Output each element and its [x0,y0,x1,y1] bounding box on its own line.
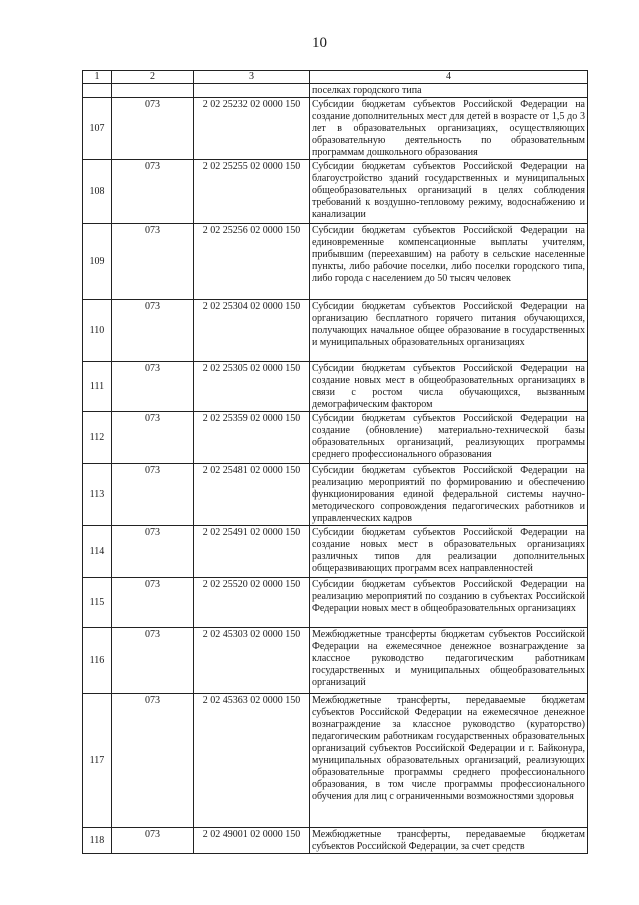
row-description: Субсидии бюджетам субъектов Российской Федерации на создание дополнительных мест для детей в возрасте от 1,5 до 3 лет в образовательных организациях, осуществляющих образовательную деятельность по образовательным программам дошкольного образования [310,98,588,160]
table-row [83,694,588,828]
row-description: Межбюджетные трансферты бюджетам субъектов Российской Федерации на ежемесячное денежное вознаграждение за классное руководство педагогическим работникам государственных и муниципальных общеобразовательных организаций [310,628,588,694]
row-number: 114 [83,526,112,578]
admin-code: 073 [112,628,194,694]
table-row [83,160,588,224]
budget-code: 2 02 25256 02 0000 150 [194,224,310,300]
row-description: Субсидии бюджетам субъектов Российской Федерации на создание (обновление) материально-технической базы образовательных организаций, реализующих программы среднего профессионального образования [310,412,588,464]
row-number: 108 [83,160,112,224]
admin-code: 073 [112,300,194,362]
table-row [83,828,588,854]
table-header-row [83,71,588,84]
admin-code: 073 [112,578,194,628]
budget-code: 2 02 25491 02 0000 150 [194,526,310,578]
budget-code [194,84,310,98]
budget-code: 2 02 45363 02 0000 150 [194,694,310,828]
table-row-continuation [83,84,588,98]
row-description: Субсидии бюджетам субъектов Российской Федерации на благоустройство зданий государственных и муниципальных общеобразовательных организаций в целях соблюдения требований к воздушно-тепловому режиму, водоснабжению и канализации [310,160,588,224]
admin-code: 073 [112,160,194,224]
row-description: поселках городского типа [310,84,588,98]
row-number: 112 [83,412,112,464]
admin-code: 073 [112,464,194,526]
table-row [83,464,588,526]
budget-code: 2 02 25305 02 0000 150 [194,362,310,412]
table-row [83,98,588,160]
row-number: 117 [83,694,112,828]
admin-code: 073 [112,98,194,160]
row-description: Субсидии бюджетам субъектов Российской Федерации на создание новых мест в образовательных организациях различных типов для реализации дополнительных общеразвивающих программ всех направленностей [310,526,588,578]
table-row [83,412,588,464]
row-description: Межбюджетные трансферты, передаваемые бюджетам субъектов Российской Федерации, за счет средств [310,828,588,854]
row-number: 110 [83,300,112,362]
header-cell-1: 1 [83,71,112,84]
admin-code [112,84,194,98]
row-number: 109 [83,224,112,300]
table-row [83,526,588,578]
row-description: Субсидии бюджетам субъектов Российской Федерации на реализацию мероприятий по созданию в субъектах Российской Федерации новых мест в общеобразовательных организациях [310,578,588,628]
table-row [83,578,588,628]
row-number: 115 [83,578,112,628]
revenue-codes-table [82,70,588,854]
table-row [83,628,588,694]
header-cell-2: 2 [112,71,194,84]
admin-code: 073 [112,362,194,412]
budget-code: 2 02 45303 02 0000 150 [194,628,310,694]
row-number: 118 [83,828,112,854]
table-row [83,362,588,412]
header-cell-4: 4 [310,71,588,84]
admin-code: 073 [112,224,194,300]
admin-code: 073 [112,828,194,854]
budget-code: 2 02 25255 02 0000 150 [194,160,310,224]
row-number: 116 [83,628,112,694]
admin-code: 073 [112,694,194,828]
budget-code: 2 02 25304 02 0000 150 [194,300,310,362]
header-cell-3: 3 [194,71,310,84]
row-number: 113 [83,464,112,526]
page-number: 10 [312,35,327,51]
admin-code: 073 [112,526,194,578]
row-description: Межбюджетные трансферты, передаваемые бюджетам субъектов Российской Федерации на ежемесячное денежное вознаграждение за классное руководство (кураторство) педагогическим работникам государственных образовательных организаций субъектов Российской Федерации и г. Байконура, муниципальных образовательных организаций, реализующих образовательные программы среднего профессионального образования, в том числе программы профессионального обучения для лиц с ограниченными возможностями здоровья [310,694,588,828]
row-number: 111 [83,362,112,412]
admin-code: 073 [112,412,194,464]
budget-code: 2 02 25481 02 0000 150 [194,464,310,526]
budget-code: 2 02 25359 02 0000 150 [194,412,310,464]
budget-code: 2 02 49001 02 0000 150 [194,828,310,854]
row-description: Субсидии бюджетам субъектов Российской Федерации на реализацию мероприятий по формированию и обеспечению функционирования единой федеральной системы научно-методического сопровождения педагогических работников и управленческих кадров [310,464,588,526]
row-description: Субсидии бюджетам субъектов Российской Федерации на создание новых мест в общеобразовательных организациях в связи с ростом числа обучающихся, вызванным демографическим фактором [310,362,588,412]
budget-code: 2 02 25520 02 0000 150 [194,578,310,628]
row-number: 107 [83,98,112,160]
table-row [83,300,588,362]
row-description: Субсидии бюджетам субъектов Российской Федерации на организацию бесплатного горячего питания обучающихся, получающих начальное общее образование в государственных и муниципальных образовательных организациях [310,300,588,362]
budget-code: 2 02 25232 02 0000 150 [194,98,310,160]
row-number [83,84,112,98]
table-row [83,224,588,300]
row-description: Субсидии бюджетам субъектов Российской Федерации на единовременные компенсационные выплаты учителям, прибывшим (переехавшим) на работу в сельские населенные пункты, либо рабочие поселки, либо поселки городского типа, либо города с населением до 50 тысяч человек [310,224,588,300]
